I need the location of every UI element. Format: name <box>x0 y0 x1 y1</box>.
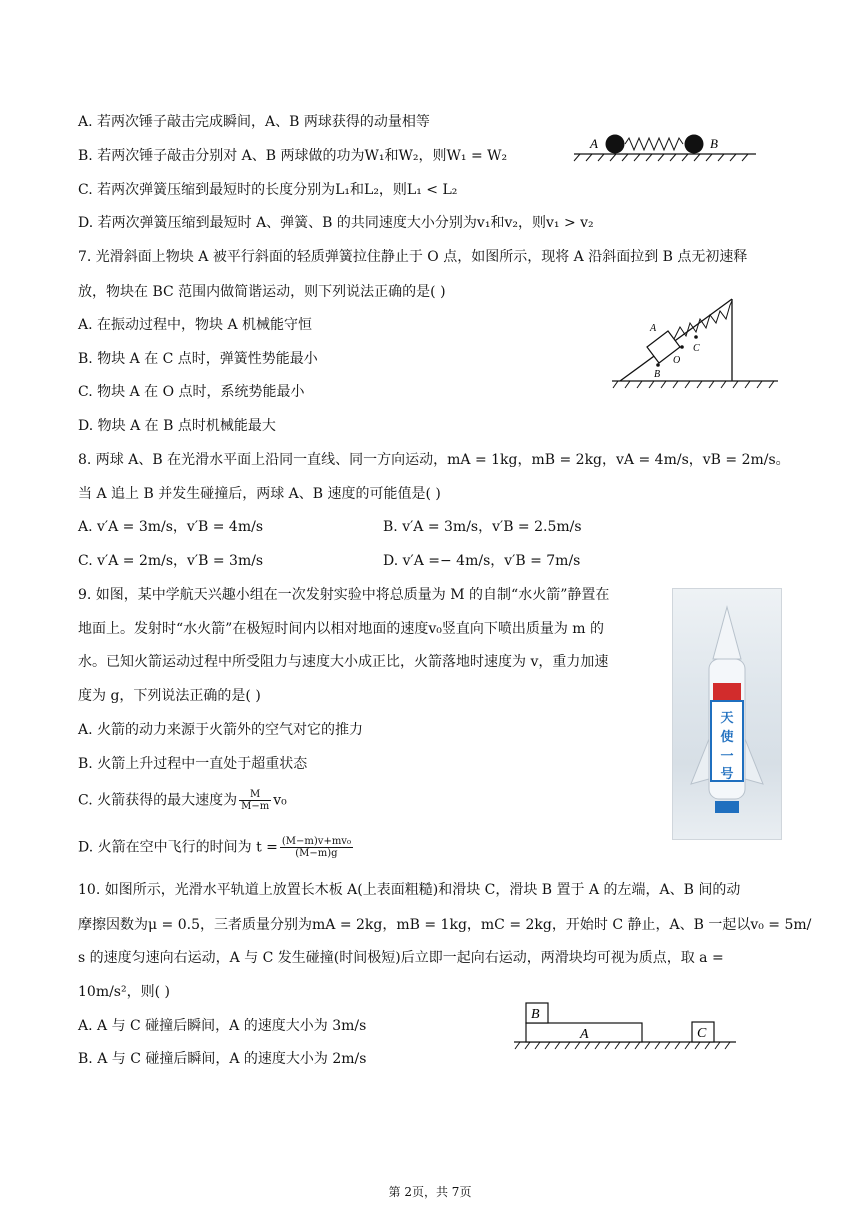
rocket-text-1: 天 <box>720 711 734 726</box>
q9-option-c-prefix: C. 火箭获得的最大速度为 <box>78 792 238 809</box>
q8-option-c: C. v′A = 2m/s，v′B = 3m/s <box>78 553 264 569</box>
q10-label-b: B <box>531 1007 540 1022</box>
q6-label-a: A <box>590 136 598 151</box>
rocket-text-2: 使 <box>720 730 734 745</box>
q9-stem-line1: 9. 如图，某中学航天兴趣小组在一次发射实验中将总质量为 M 的自制“水火箭”静置在 <box>78 587 610 603</box>
q8-option-d: D. v′A =− 4m/s，v′B = 7m/s <box>383 553 581 569</box>
q7-option-c: C. 物块 A 在 O 点时，系统势能最小 <box>78 384 305 400</box>
q6-option-b: B. 若两次锤子敲击分别对 A、B 两球做的功为W₁和W₂，则W₁ = W₂ <box>78 148 508 164</box>
q8-option-a: A. v′A = 3m/s，v′B = 4m/s <box>78 519 264 535</box>
q8-option-b: B. v′A = 3m/s，v′B = 2.5m/s <box>383 519 582 535</box>
q10-stem-line3: s 的速度匀速向右运动，A 与 C 发生碰撞(时间极短)后立即一起向右运动，两滑块均可视为质点，取 a = <box>78 950 724 966</box>
q10-option-b: B. A 与 C 碰撞后瞬间，A 的速度大小为 2m/s <box>78 1051 367 1067</box>
q10-stem-line4: 10m/s²，则( ) <box>78 984 170 1000</box>
q7-stem-line2: 放，物块在 BC 范围内做简谐运动，则下列说法正确的是( ) <box>78 284 446 300</box>
q7-incline-figure <box>610 285 780 395</box>
rocket-text-3: 一 <box>720 749 734 764</box>
q9-option-c-fraction: $\frac{M}{M-m}$ <box>241 789 270 812</box>
q9-option-d <box>78 836 355 859</box>
q6-option-a: A. 若两次锤子敲击完成瞬间，A、B 两球获得的动量相等 <box>78 114 430 130</box>
q9-stem-line4: 度为 g，下列说法正确的是( ) <box>78 688 261 704</box>
q9-option-b: B. 火箭上升过程中一直处于超重状态 <box>78 756 308 772</box>
q9-option-a: A. 火箭的动力来源于火箭外的空气对它的推力 <box>78 722 364 738</box>
q6-option-d: D. 若两次弹簧压缩到最短时 A、弹簧、B 的共同速度大小分别为v₁和v₂，则v₁ > v₂ <box>78 215 594 231</box>
q9-option-d-fraction: $\frac{\text{(M−m)v+mv₀}}{(M-m)g}$ <box>281 836 351 859</box>
q9-stem-line3: 水。已知火箭运动过程中所受阻力与速度大小成正比，火箭落地时速度为 v，重力加速 <box>78 654 609 670</box>
q6-ball-b <box>685 135 704 154</box>
q10-label-a: A <box>580 1027 589 1042</box>
rocket-text-4: 号 <box>720 767 734 782</box>
q10-board-figure <box>512 998 738 1056</box>
q9-stem-line2: 地面上。发射时“水火箭”在极短时间内以相对地面的速度v₀竖直向下喷出质量为 m 的 <box>78 621 605 637</box>
q7-label-o: O <box>673 355 681 366</box>
q7-label-a: A <box>650 323 657 334</box>
q7-label-b: B <box>654 369 661 380</box>
q7-stem-line1: 7. 光滑斜面上物块 A 被平行斜面的轻质弹簧拉住静止于 O 点，如图所示，现将 A 沿斜面拉到 B 点无初速释 <box>78 249 748 265</box>
q6-ball-a <box>606 135 625 154</box>
q10-option-a: A. A 与 C 碰撞后瞬间，A 的速度大小为 3m/s <box>78 1018 367 1034</box>
page-footer: 第 2页，共 7页 <box>388 1185 472 1199</box>
q9-option-c <box>78 789 287 812</box>
q6-spring-figure <box>570 128 760 164</box>
q9-option-c-suffix: v₀ <box>273 792 287 809</box>
q10-stem-line2: 摩擦因数为μ = 0.5，三者质量分别为mA = 2kg，mB = 1kg，mC = 2kg，开始时 C 静止，A、B 一起以v₀ = 5m/ <box>78 917 812 933</box>
q9-option-d-prefix: D. 火箭在空中飞行的时间为 t = <box>78 839 278 856</box>
water-rocket-photo <box>672 588 782 840</box>
q7-label-c: C <box>693 343 700 354</box>
q8-stem-line1: 8. 两球 A、B 在光滑水平面上沿同一直线、同一方向运动，mA = 1kg，mB = 2kg，vA = 4m/s，vB = 2m/s。 <box>78 452 790 468</box>
q6-option-c: C. 若两次弹簧压缩到最短时的长度分别为L₁和L₂，则L₁ < L₂ <box>78 182 458 198</box>
q10-label-c: C <box>697 1026 707 1041</box>
q7-option-b: B. 物块 A 在 C 点时，弹簧性势能最小 <box>78 351 318 367</box>
q8-stem-line2: 当 A 追上 B 并发生碰撞后，两球 A、B 速度的可能值是( ) <box>78 486 441 502</box>
q7-option-d: D. 物块 A 在 B 点时机械能最大 <box>78 418 276 434</box>
q6-label-b: B <box>710 136 718 151</box>
q6-spring <box>625 138 683 150</box>
q7-option-a: A. 在振动过程中，物块 A 机械能守恒 <box>78 317 313 333</box>
q10-stem-line1: 10. 如图所示，光滑水平轨道上放置长木板 A(上表面粗糙)和滑块 C，滑块 B 置于 A 的左端，A、B 间的动 <box>78 882 741 898</box>
rocket-illustration <box>673 589 781 839</box>
